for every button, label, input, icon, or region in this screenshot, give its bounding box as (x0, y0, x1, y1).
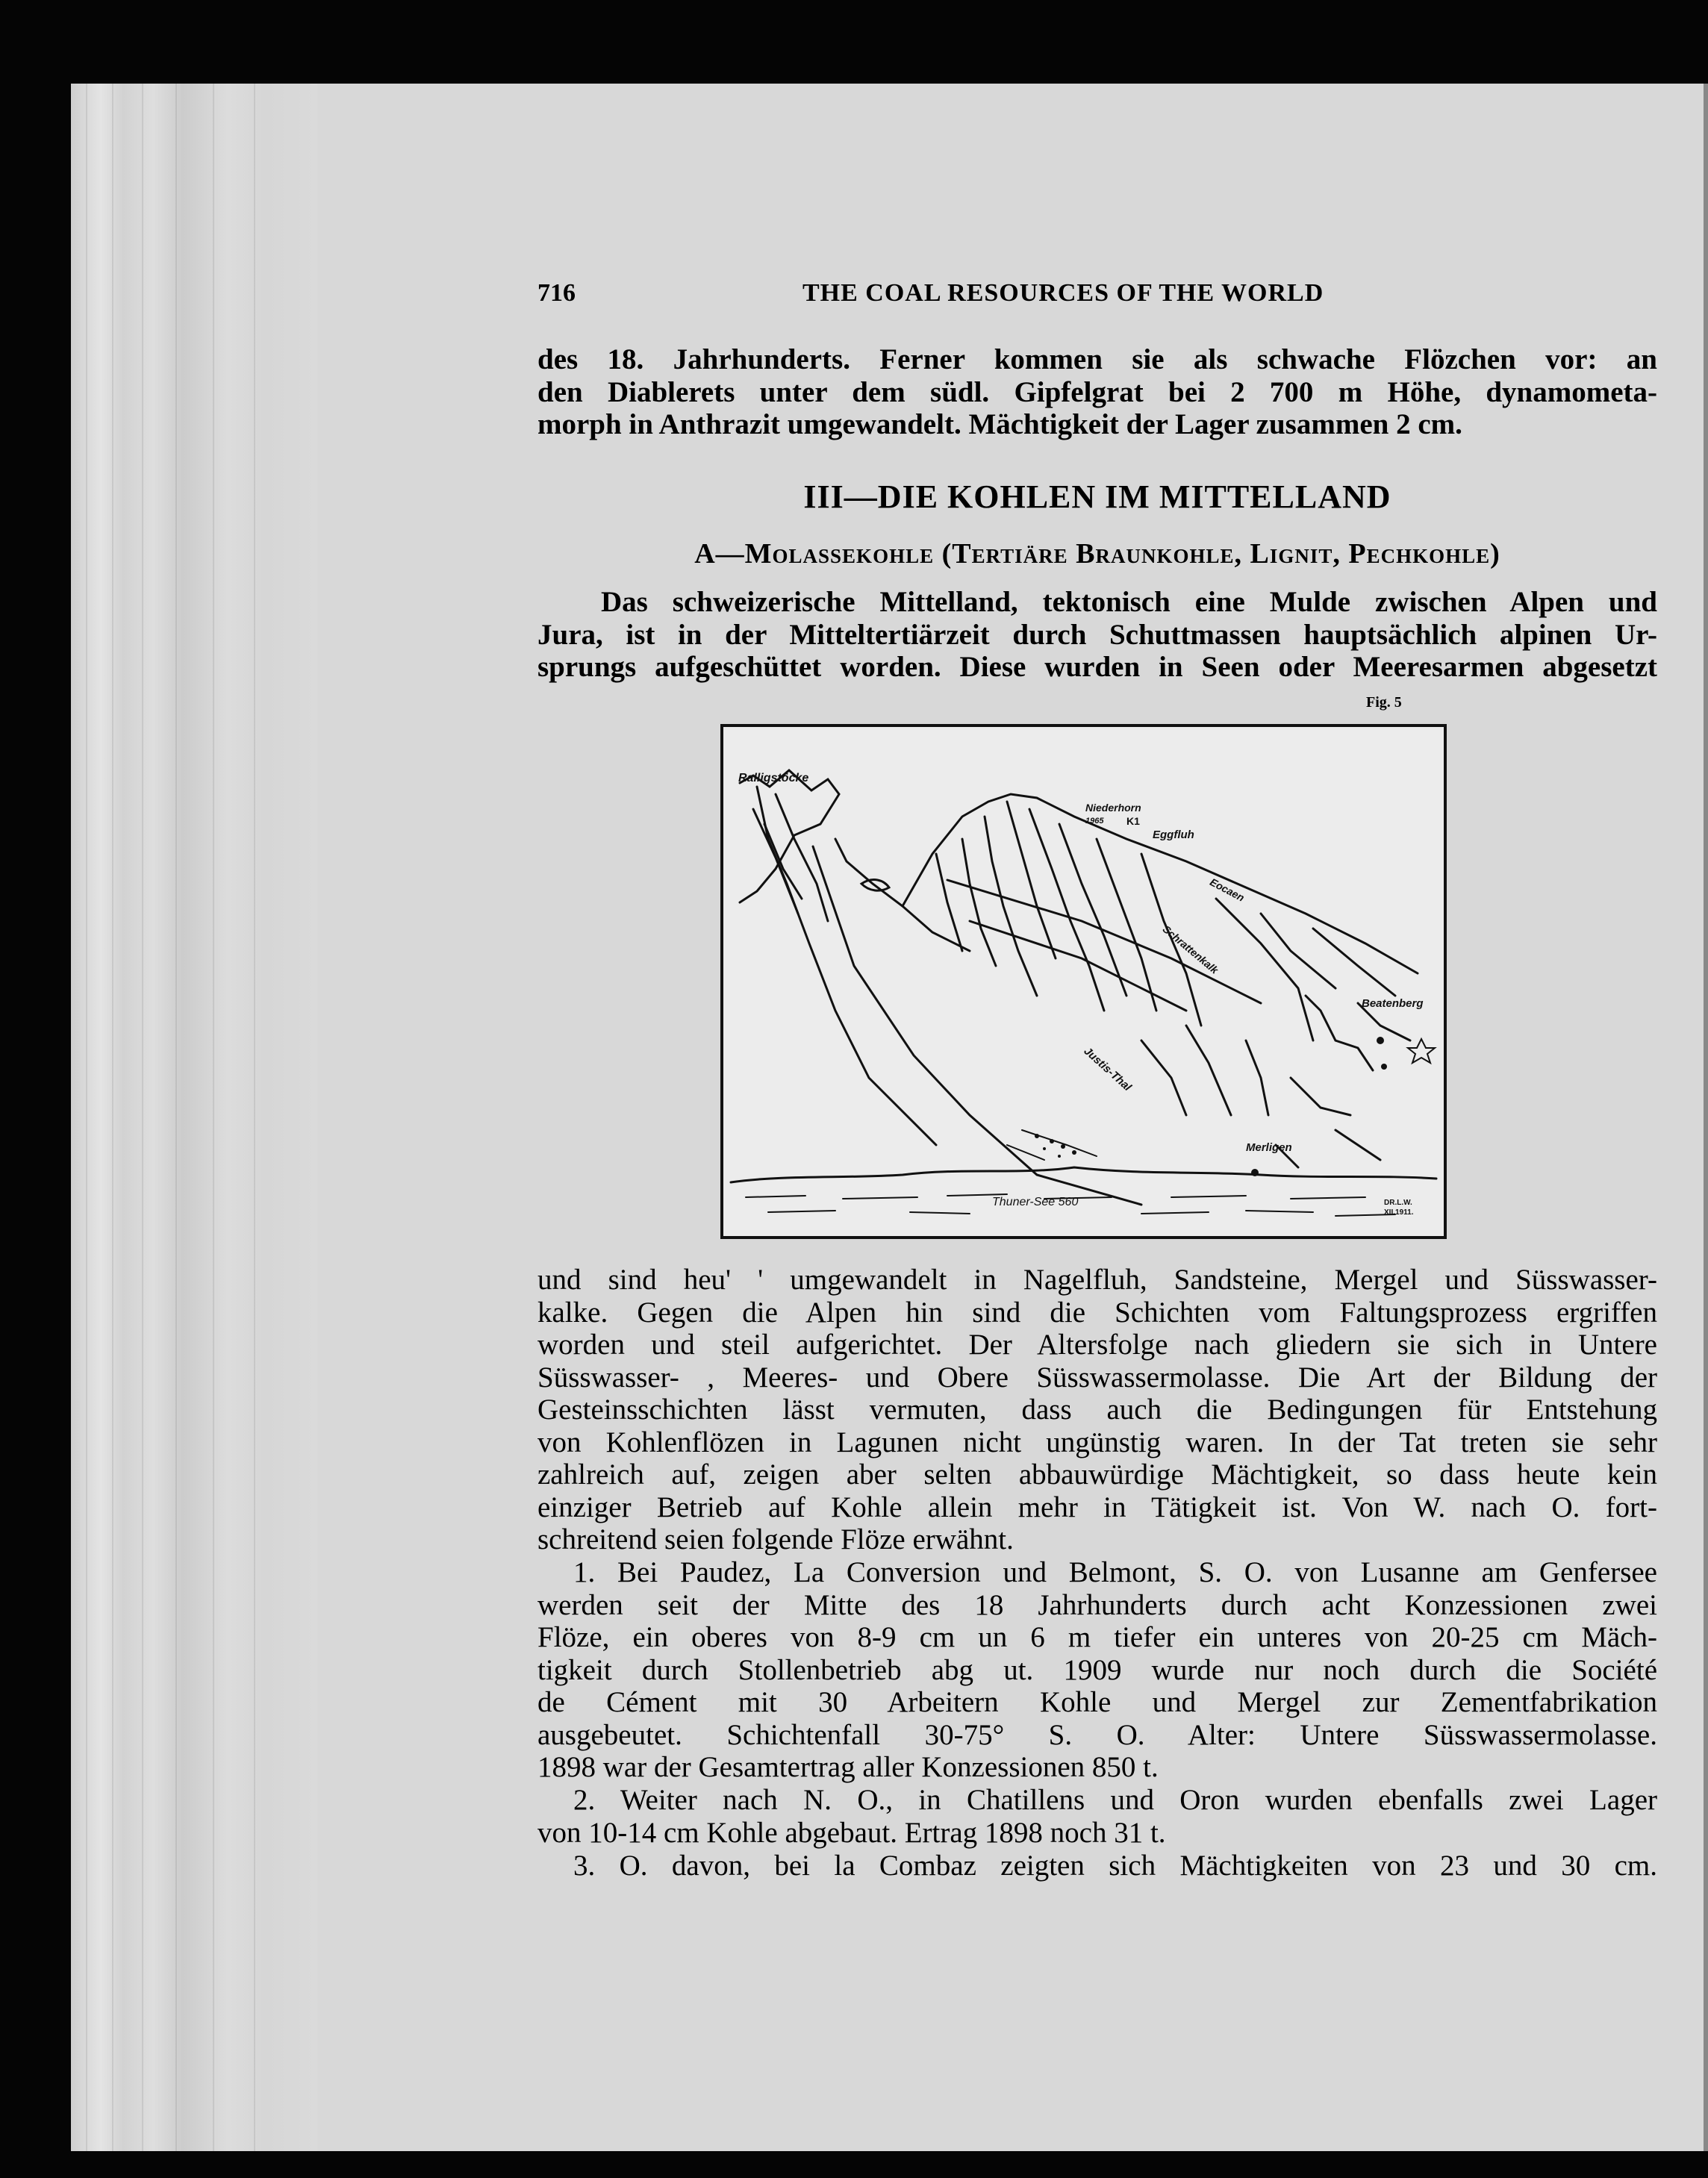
label-ralligstoecke: Ralligstöcke (738, 772, 809, 784)
text-line: Gesteinsschichten lässt vermuten, dass auch die Bedingungen für Entstehung (537, 1394, 1657, 1426)
list-item-1 (537, 1556, 1657, 1784)
section-heading: III—DIE KOHLEN IM MITTELLAND (803, 478, 1391, 515)
text-line: von 10-14 cm Kohle abgebaut. Ertrag 1898 noch 31 t. (537, 1816, 1166, 1849)
label-beatenberg: Beatenberg (1362, 997, 1424, 1010)
label-merligen: Merligen (1246, 1141, 1292, 1154)
running-head (537, 279, 1657, 316)
text-line: Flöze, ein oberes von 8-9 cm un 6 m tiefer ein unteres von 20-25 cm Mäch- (537, 1621, 1657, 1653)
text-line: zahlreich auf, zeigen aber selten abbauwürdige Mächtigkeit, so dass heute kein (537, 1458, 1657, 1491)
geological-figure (720, 724, 1447, 1239)
text-line: kalke. Gegen die Alpen hin sind die Schichten vom Faltungsprozess ergriffen (537, 1296, 1657, 1329)
subsection-heading: A—Molassekohle (Tertiäre Braunkohle, Lignit, Pechkohle) (694, 538, 1500, 570)
paragraph-2 (537, 1264, 1657, 1556)
text-line: einziger Betrieb auf Kohle allein mehr in Tätigkeit ist. Von W. nach O. fort- (537, 1491, 1657, 1523)
text-line: morph in Anthrazit umgewandelt. Mächtigkeit der Lager zusammen 2 cm. (537, 408, 1462, 440)
label-niederhorn: Niederhorn (1085, 802, 1141, 814)
page-number: 716 (537, 279, 576, 307)
text-line: und sind heu' ' umgewandelt in Nagelfluh, Sandsteine, Mergel und Süsswasser- (537, 1264, 1657, 1296)
text-line: von Kohlenflözen in Lagunen nicht ungünstig waren. In der Tat treten sie sehr (537, 1426, 1657, 1458)
label-eocaen: Eocaen (1208, 876, 1247, 904)
label-niederhorn-height: 1965 (1085, 817, 1104, 826)
text-line: tigkeit durch Stollenbetrieb abg ut. 1909 wurde nur noch durch die Société (537, 1653, 1657, 1686)
label-justis-thal: Justis-Thal (1081, 1044, 1134, 1094)
text-line: Das schweizerische Mittelland, tektonisch eine Mulde zwischen Alpen und (601, 586, 1657, 618)
label-eggfluh: Eggfluh (1153, 829, 1194, 841)
text-line: des 18. Jahrhunderts. Ferner kommen sie als schwache Flözchen vor: an (537, 343, 1657, 375)
label-schrattenkalk: Schrattenkalk (1160, 923, 1221, 976)
label-credit-1: DR.L.W. (1384, 1199, 1412, 1207)
list-item-2 (537, 1784, 1657, 1849)
list-item-3 (537, 1850, 1657, 1882)
cross-section-drawing (723, 727, 1444, 1236)
page-shadow (1704, 84, 1708, 2151)
text-line: 3. O. davon, bei la Combaz zeigten sich Mächtigkeiten von 23 und 30 cm. (573, 1850, 1657, 1882)
text-line: schreitend seien folgende Flöze erwähnt. (537, 1523, 1014, 1556)
intro-paragraph (537, 343, 1657, 441)
label-credit-2: XII.1911. (1384, 1208, 1414, 1217)
text-line: 2. Weiter nach N. O., in Chatillens und Oron wurden ebenfalls zwei Lager (573, 1784, 1657, 1816)
text-line: 1898 war der Gesamtertrag aller Konzessionen 850 t. (537, 1751, 1159, 1783)
text-line: sprungs aufgeschüttet worden. Diese wurden in Seen oder Meeresarmen abgesetzt (537, 651, 1657, 683)
text-line: werden seit der Mitte des 18 Jahrhunderts durch acht Konzessionen zwei (537, 1588, 1657, 1621)
running-title: THE COAL RESOURCES OF THE WORLD (802, 279, 1324, 307)
text-line: Süsswasser- , Meeres- und Obere Süsswassermolasse. Die Art der Bildung der (537, 1361, 1657, 1394)
text-line: Jura, ist in der Mitteltertiärzeit durch Schuttmassen hauptsächlich alpinen Ur- (537, 618, 1657, 651)
text-line: ausgebeutet. Schichtenfall 30-75° S. O. Alter: Untere Süsswassermolasse. (537, 1718, 1657, 1751)
text-line: den Diablerets unter dem südl. Gipfelgrat bei 2 700 m Höhe, dynamometa- (537, 375, 1657, 408)
text-line: worden und steil aufgerichtet. Der Altersfolge nach gliedern sie sich in Untere (537, 1329, 1657, 1361)
figure-label: Fig. 5 (1366, 694, 1402, 711)
text-line: 1. Bei Paudez, La Conversion und Belmont, S. O. von Lusanne am Genfersee (573, 1556, 1657, 1588)
page-edge-stack (71, 84, 317, 2151)
paragraph-1 (537, 586, 1657, 684)
label-k1: K1 (1126, 815, 1140, 827)
label-thuner-see: Thuner-See 560 (992, 1196, 1079, 1208)
text-line: de Cément mit 30 Arbeitern Kohle und Mergel zur Zementfabrikation (537, 1686, 1657, 1718)
